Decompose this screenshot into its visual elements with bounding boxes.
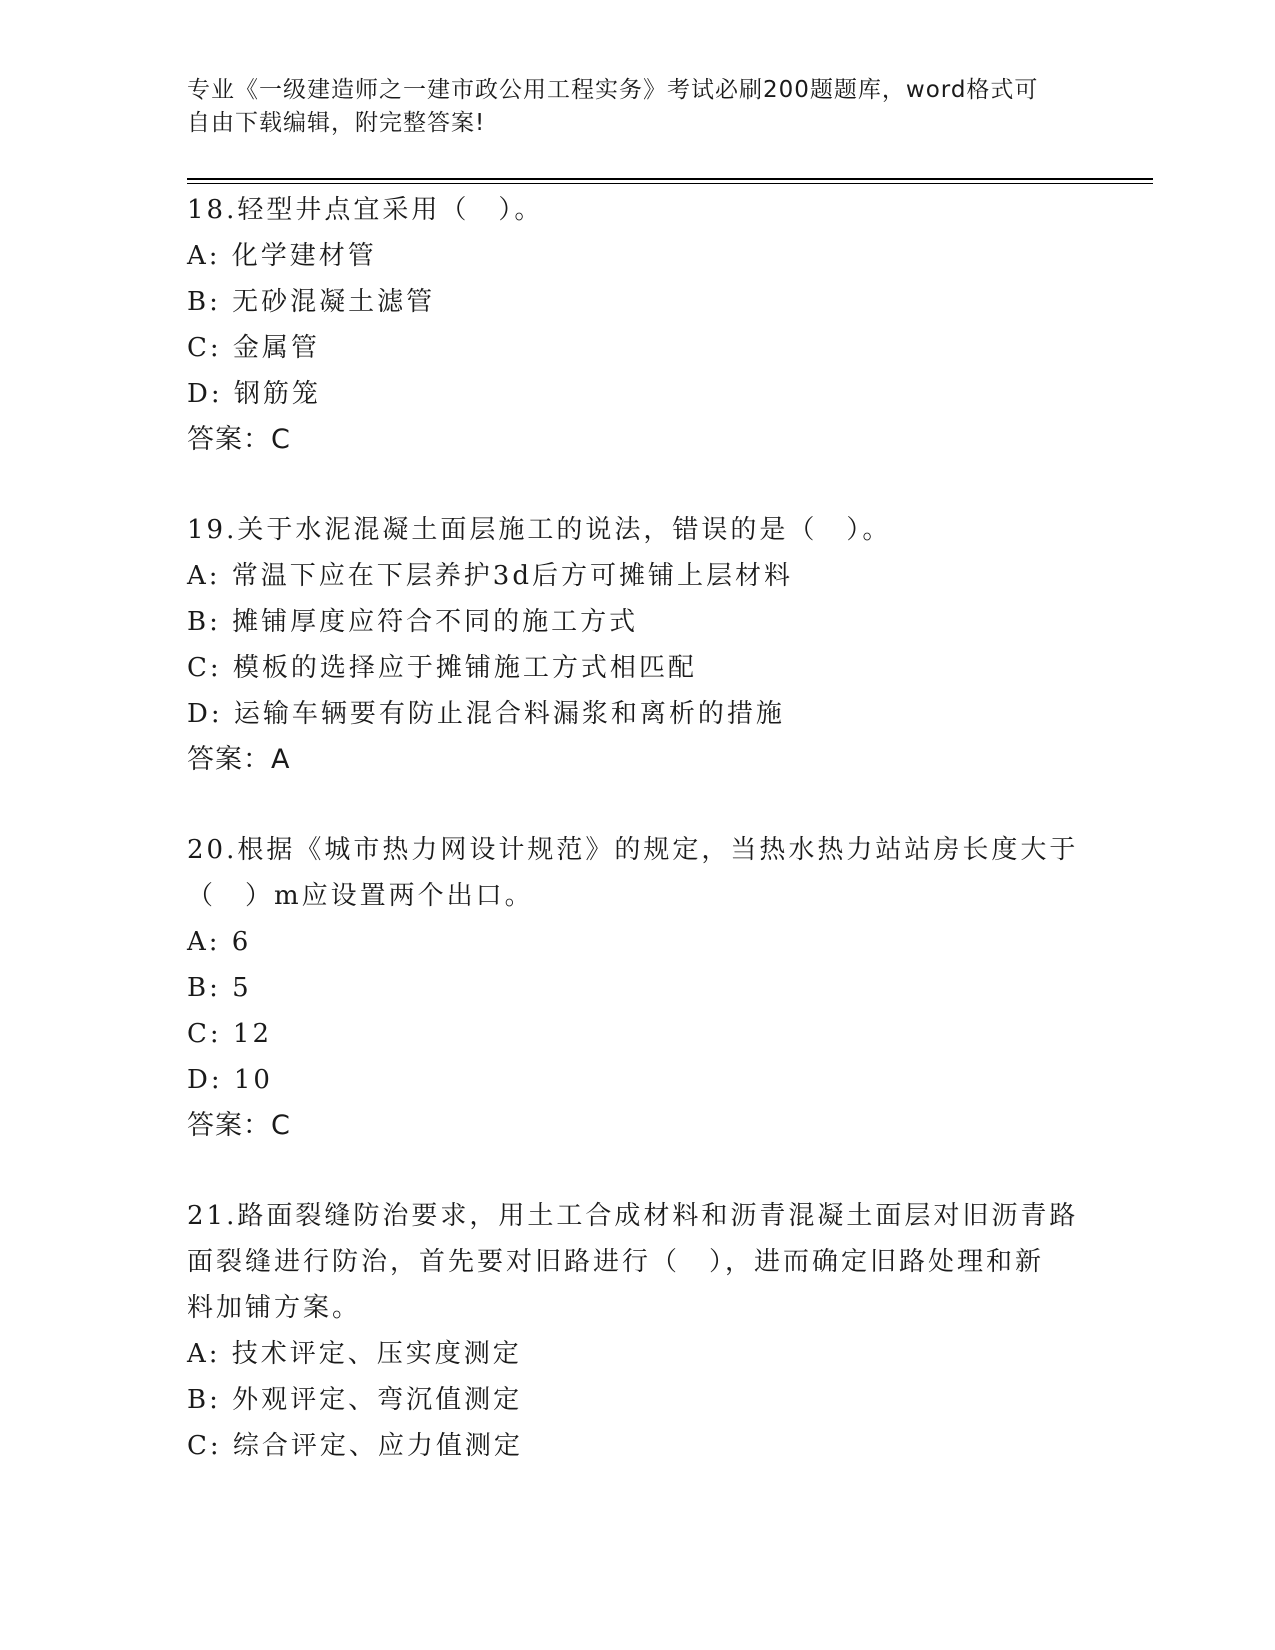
option-b: B: 5	[187, 973, 252, 1003]
option-c: C: 金属管	[187, 333, 320, 363]
option-c: C: 模板的选择应于摊铺施工方式相匹配	[187, 653, 697, 683]
answer: 答案：C	[187, 1110, 291, 1141]
option-b: B: 外观评定、弯沉值测定	[187, 1385, 523, 1415]
option-a: A: 常温下应在下层养护3d后方可摊铺上层材料	[187, 561, 793, 591]
question-21	[187, 1193, 1087, 1469]
document-header	[187, 74, 1087, 140]
header-line-1: 专业《一级建造师之一建市政公用工程实务》考试必刷200题题库，word格式可	[187, 77, 1039, 103]
option-a: A: 化学建材管	[187, 241, 377, 271]
option-d: D: 运输车辆要有防止混合料漏浆和离析的措施	[187, 699, 785, 729]
question-list	[187, 187, 1087, 1469]
question-text-line-2: 面裂缝进行防治，首先要对旧路进行（ ），进而确定旧路处理和新	[187, 1247, 1045, 1277]
question-text: 18.轻型井点宜采用（ ）。	[187, 195, 544, 225]
option-d: D: 钢筋笼	[187, 379, 321, 409]
question-19	[187, 507, 1087, 783]
option-b: B: 摊铺厚度应符合不同的施工方式	[187, 607, 639, 637]
answer: 答案：A	[187, 744, 291, 775]
option-d: D: 10	[187, 1065, 273, 1095]
question-text-line-2: （ ）m应设置两个出口。	[187, 881, 534, 911]
question-18	[187, 187, 1087, 463]
option-a: A: 技术评定、压实度测定	[187, 1339, 522, 1369]
question-text-line-1: 20.根据《城市热力网设计规范》的规定，当热水热力站站房长度大于	[187, 835, 1079, 865]
header-rule-thick	[187, 178, 1153, 180]
answer: 答案：C	[187, 424, 291, 455]
option-a: A: 6	[187, 927, 252, 957]
header-rule-thin	[187, 183, 1153, 184]
question-20	[187, 827, 1087, 1149]
question-text-line-1: 21.路面裂缝防治要求，用土工合成材料和沥青混凝土面层对旧沥青路	[187, 1201, 1079, 1231]
option-c: C: 12	[187, 1019, 273, 1049]
question-text: 19.关于水泥混凝土面层施工的说法，错误的是（ ）。	[187, 515, 892, 545]
header-line-2: 自由下载编辑，附完整答案!	[187, 110, 486, 136]
option-c: C: 综合评定、应力值测定	[187, 1431, 523, 1461]
option-b: B: 无砂混凝土滤管	[187, 287, 436, 317]
question-text-line-3: 料加铺方案。	[187, 1293, 362, 1323]
